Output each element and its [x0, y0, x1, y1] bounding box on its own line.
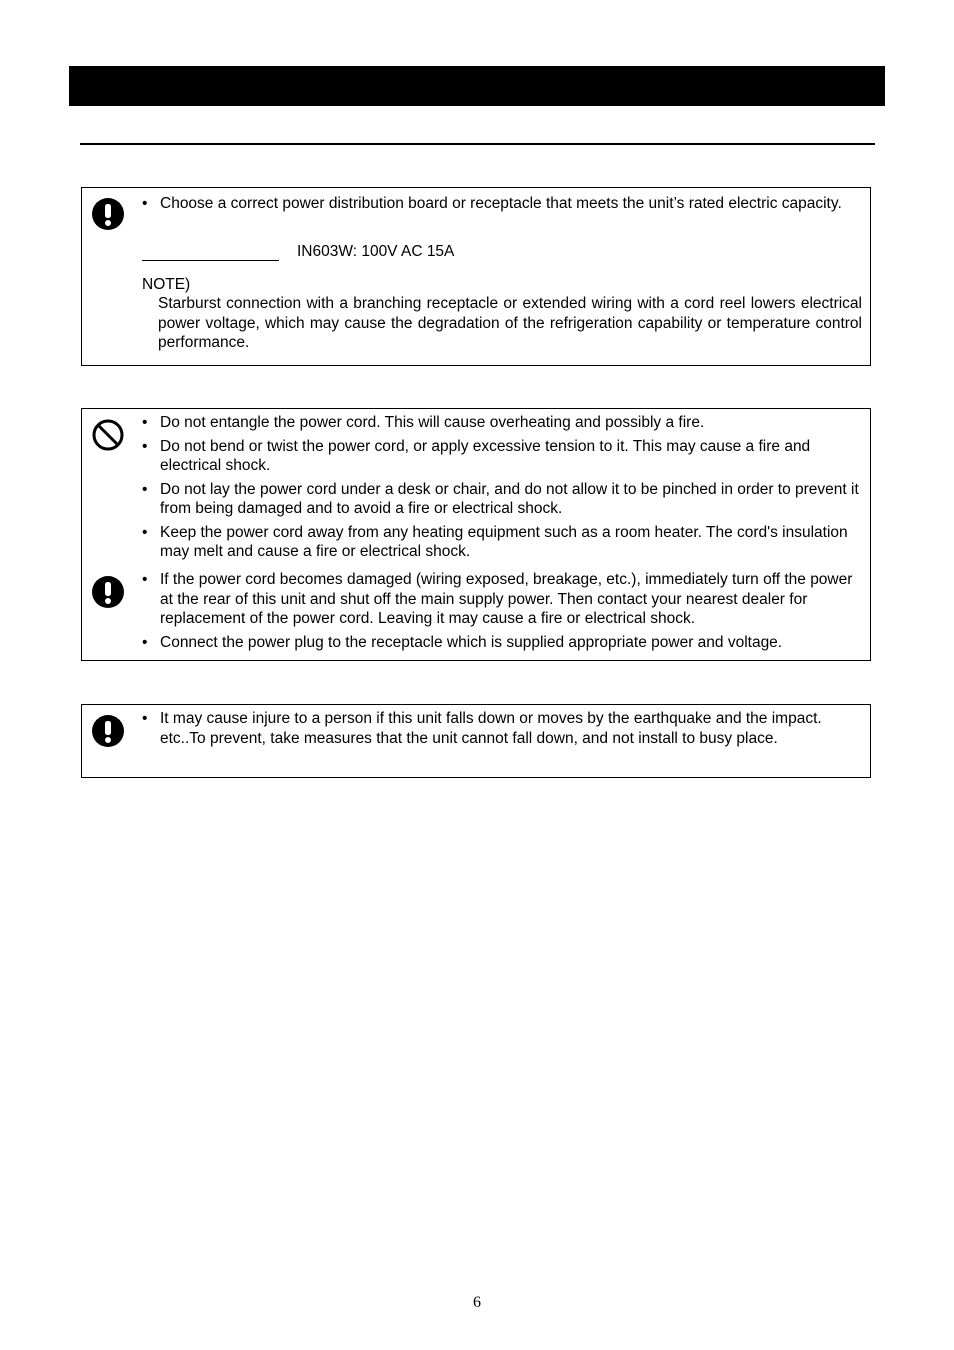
- bullet-marker: •: [142, 437, 148, 455]
- bullet-marker: •: [142, 480, 148, 498]
- bullet-item: [142, 480, 862, 519]
- bullet-marker: •: [142, 633, 148, 651]
- bullet-marker: •: [142, 414, 148, 431]
- bullet-item: [142, 413, 862, 433]
- section3-content: [142, 709, 862, 748]
- prohibit-bullet-list: [142, 413, 862, 562]
- mandatory-icon: [92, 715, 124, 747]
- bullet-text: Choose a correct power distribution board or receptacle that meets the unit’s rated electric capacity.: [160, 195, 842, 212]
- earthquake-box: [81, 704, 871, 778]
- bullet-item: [142, 709, 862, 748]
- bullet-text: Connect the power plug to the receptacle which is supplied appropriate power and voltage.: [160, 633, 783, 651]
- section1-content: [142, 194, 862, 214]
- rating-text: IN603W: 100V AC 15A: [297, 243, 455, 260]
- bullet-text: If the power cord becomes damaged (wiring exposed, breakage, etc.), immediately turn off the power at the rear of this unit and shut off the main supply power. Then contact your nearest dealer for replacement of the power cord. Leaving it may cause a fire or electrical shock.: [160, 571, 853, 627]
- section-divider: [80, 143, 875, 145]
- note-text: Starburst connection with a branching receptacle or extended wiring with a cord reel lowers electrical power voltage, which may cause the degradation of the refrigeration capability or temperature control performance.: [158, 295, 862, 351]
- power-cord-box: [81, 408, 871, 661]
- prohibition-icon: [92, 419, 124, 451]
- note-label: NOTE): [142, 276, 191, 293]
- bullet-marker: •: [142, 710, 148, 727]
- bullet-marker: •: [142, 523, 148, 541]
- mandatory-bullet-list: [142, 570, 862, 652]
- bullet-item: [142, 570, 862, 629]
- bullet-item: [142, 523, 862, 562]
- section1-bullet-list: [142, 194, 862, 214]
- bullet-text: It may cause injure to a person if this unit falls down or moves by the earthquake and the impact. etc..To prevent, take measures that the unit cannot fall down, and not install to busy place.: [160, 710, 822, 747]
- section3-bullet-list: [142, 709, 862, 748]
- bullet-text: Keep the power cord away from any heating equipment such as a room heater. The cord's insulation may melt and cause a fire or electrical shock.: [160, 523, 848, 560]
- bullet-text: Do not lay the power cord under a desk or chair, and do not allow it to be pinched in order to prevent it from being damaged and to avoid a fire or electrical shock.: [160, 480, 859, 517]
- bullet-item: [142, 194, 862, 214]
- section2-mandatory-content: [142, 570, 862, 652]
- bullet-item: [142, 437, 862, 476]
- mandatory-icon: [92, 576, 124, 608]
- mandatory-icon: [92, 198, 124, 230]
- bullet-text: Do not bend or twist the power cord, or apply excessive tension to it. This may cause a fire and electrical shock.: [160, 437, 811, 474]
- bullet-text: Do not entangle the power cord. This will cause overheating and possibly a fire.: [160, 414, 705, 431]
- power-capacity-box: [81, 187, 871, 366]
- bullet-marker: •: [142, 195, 148, 212]
- page-number: 6: [473, 1294, 481, 1311]
- section2-prohibit-content: [142, 413, 862, 562]
- bullet-marker: •: [142, 571, 148, 588]
- model-blank-line: [142, 260, 279, 261]
- bullet-item: [142, 633, 862, 653]
- header-bar: [69, 66, 885, 106]
